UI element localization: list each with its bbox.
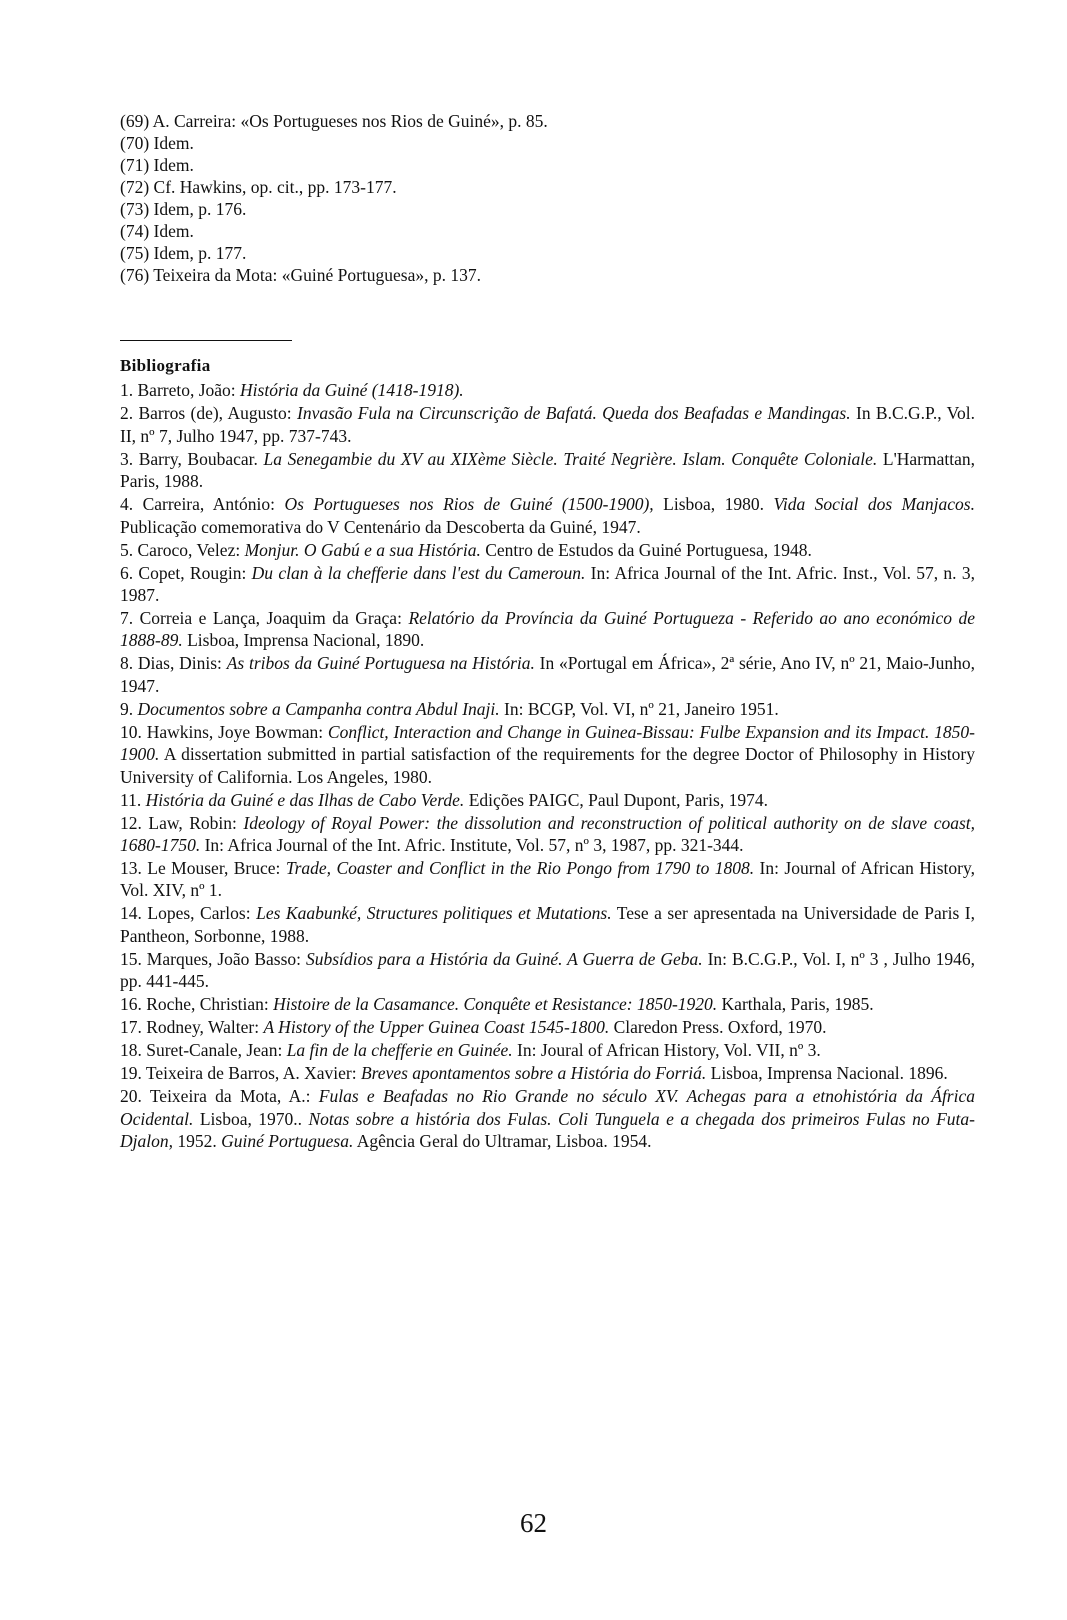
entry-title: Trade, Coaster and Conflict in the Rio Pongo from 1790 to 1808. [285,858,755,879]
footnote: (76) Teixeira da Mota: «Guiné Portuguesa», p. 137. [120,265,482,285]
entry-text: 3. Barry, Boubacar. [120,448,264,469]
bibliography-entry [120,448,975,493]
entry-title: Fulas e Beafadas no Rio Grande no século XV. Achegas para a etnohistória da África Ocidental. [120,1086,975,1129]
entry-text: In: BCGP, Vol. VI, nº 21, Janeiro 1951. [499,698,779,719]
bibliography-section [120,355,975,1153]
bibliography-list [120,379,975,1152]
entry-text: In «Portugal em África», 2ª série, Ano IV, nº 21, Maio-Junho, 1947. [120,653,975,696]
entry-text: In: B.C.G.P., Vol. I, nº 3 , Julho 1946, pp. 441-445. [120,948,975,992]
footnote: (74) Idem. [120,221,194,241]
entry-text: 19. Teixeira de Barros, A. Xavier: [120,1063,361,1084]
entry-text: 8. Dias, Dinis: [120,653,227,674]
entry-text: Lisboa, Imprensa Nacional. 1896. [706,1063,948,1084]
bibliography-entry [120,1085,975,1152]
entry-text: Agência Geral do Ultramar, Lisboa. 1954. [353,1131,652,1152]
bibliography-entry [120,607,975,652]
entry-text: 2. Barros (de), Augusto: [120,403,297,424]
entry-text: 1. Barreto, João: [120,380,241,401]
footnote: (73) Idem, p. 176. [120,199,247,219]
entry-text: In B.C.G.P., Vol. II, nº 7, Julho 1947, pp. 737-743. [120,403,975,446]
entry-title: Conflict, Interaction and Change in Guinea-Bissau: Fulbe Expansion and its Impact. 1850-1900. [120,721,975,765]
entry-title: Relatório da Província da Guiné Portugueza - Referido ao ano económico de 1888-89. [120,608,976,651]
entry-title: Documentos sobre a Campanha contra Abdul Inaji. [137,698,500,719]
entry-title: Monjur. O Gabú e a sua História. [244,539,481,560]
entry-text: Tese a ser apresentada na Universidade de Paris I, Pantheon, Sorbonne, 1988. [120,903,976,946]
footnote: (69) A. Carreira: «Os Portugueses nos Rios de Guiné», p. 85. [120,111,548,131]
bibliography-entry [120,1016,975,1038]
entry-text: Lisboa, Imprensa Nacional, 1890. [182,630,425,651]
entry-title: La Senegambie du XV au XIXème Siècle. Traité Negrière. Islam. Conquête Coloniale. [263,448,878,469]
entry-text: 5. Caroco, Velez: [120,539,245,560]
entry-text: In: Journal of African History, Vol. XIV, nº 1. [120,858,975,901]
footnote: (72) Cf. Hawkins, op. cit., pp. 173-177. [120,177,397,197]
entry-text: Centro de Estudos da Guiné Portuguesa, 1948. [480,539,812,560]
entry-text: Karthala, Paris, 1985. [717,994,874,1015]
entry-text: 20. Teixeira da Mota, A.: [120,1086,319,1107]
entry-title: La fin de la chefferie en Guinée. [286,1040,513,1061]
entry-text: Lisboa, 1970.. [193,1108,309,1129]
bibliography-entry [120,562,975,607]
entry-text: 9. [120,698,138,719]
entry-title: Les Kaabunké, Structures politiques et Mutations. [256,903,612,924]
entry-text: Edições PAIGC, Paul Dupont, Paris, 1974. [464,789,768,810]
entry-text: 14. Lopes, Carlos: [120,903,257,924]
entry-text: Publicação comemorativa do V Centenário da Descoberta da Guiné, 1947. [120,516,641,537]
entry-title: História da Guiné (1418-1918). [240,380,464,401]
entry-title: Os Portugueses nos Rios de Guiné (1500-1900), [284,494,654,515]
bibliography-entry [120,993,975,1015]
entry-title: Breves apontamentos sobre a História do Forriá. [360,1063,707,1084]
entry-text: 4. Carreira, António: [120,494,285,515]
bibliography-entry [120,1039,975,1061]
entry-text: 6. Copet, Rougin: [120,562,252,583]
entry-title: Guiné Portuguesa. [221,1131,354,1152]
entry-title: Invasão Fula na Circunscrição de Bafatá. Queda dos Beafadas e Mandingas. [297,403,851,424]
entry-title: Notas sobre a história dos Fulas. Coli Tunguela e a chegada dos primeiros Fulas no Futa-Djalon, [120,1108,975,1152]
entry-text: In: Joural of African History, Vol. VII, nº 3. [512,1040,821,1061]
entry-text: L'Harmattan, Paris, 1988. [120,448,975,492]
entry-text: 15. Marques, João Basso: [120,948,306,969]
bibliography-entry [120,698,975,720]
entry-text: 17. Rodney, Walter: [120,1017,264,1038]
entry-title: Histoire de la Casamance. Conquête et Resistance: 1850-1920. [273,994,718,1015]
footnote: (70) Idem. [120,133,194,153]
footnotes [120,110,980,286]
bibliography-entry [120,721,975,788]
bibliography-entry [120,902,975,947]
bibliography-entry [120,857,975,902]
entry-text: Claredon Press. Oxford, 1970. [609,1017,827,1038]
entry-title: A History of the Upper Guinea Coast 1545-1800. [263,1017,610,1038]
entry-text: 11. [120,789,146,810]
bibliography-entry [120,789,975,811]
entry-text: 18. Suret-Canale, Jean: [120,1040,287,1061]
entry-title: Ideology of Royal Power: the dissolution and reconstruction of political authority on de slave coast, 1680-1750. [120,812,976,856]
entry-text: 7. Correia e Lança, Joaquim da Graça: [120,608,409,629]
bibliography-entry [120,812,975,857]
entry-text: 16. Roche, Christian: [120,994,274,1015]
entry-text: In: Africa Journal of the Int. Afric. Institute, Vol. 57, nº 3, 1987, pp. 321-344. [200,835,744,856]
entry-title: Du clan à la chefferie dans l'est du Cameroun. [251,562,586,583]
bibliography-entry [120,1062,975,1084]
bibliography-entry [120,652,975,697]
page-number: 62 [520,1508,547,1538]
entry-title: Subsídios para a História da Guiné. A Guerra de Geba. [305,948,703,969]
bibliography-entry [120,948,975,993]
entry-text: In: Africa Journal of the Int. Afric. Inst., Vol. 57, n. 3, 1987. [120,562,975,606]
entry-text: A dissertation submitted in partial satisfaction of the requirements for the degree Doctor of Philosophy in History University of California. Los Angeles, 1980. [120,744,975,787]
bibliography-entry [120,539,975,561]
entry-text: 1952. [173,1131,222,1152]
footnote: (75) Idem, p. 177. [120,243,247,263]
entry-text: 10. Hawkins, Joye Bowman: [120,721,328,742]
entry-text: 13. Le Mouser, Bruce: [120,858,286,879]
bibliography-entry [120,493,975,538]
section-divider [120,340,292,341]
bibliography-heading: Bibliografia [120,356,211,375]
entry-text: 12. Law, Robin: [120,812,244,833]
footnote: (71) Idem. [120,155,194,175]
bibliography-entry [120,402,975,447]
bibliography-entry [120,379,975,401]
entry-title: As tribos da Guiné Portuguesa na História. [226,653,535,674]
entry-text: Lisboa, 1980. [653,494,774,515]
entry-title: Vida Social dos Manjacos. [773,494,975,515]
entry-title: História da Guiné e das Ilhas de Cabo Verde. [145,789,465,810]
